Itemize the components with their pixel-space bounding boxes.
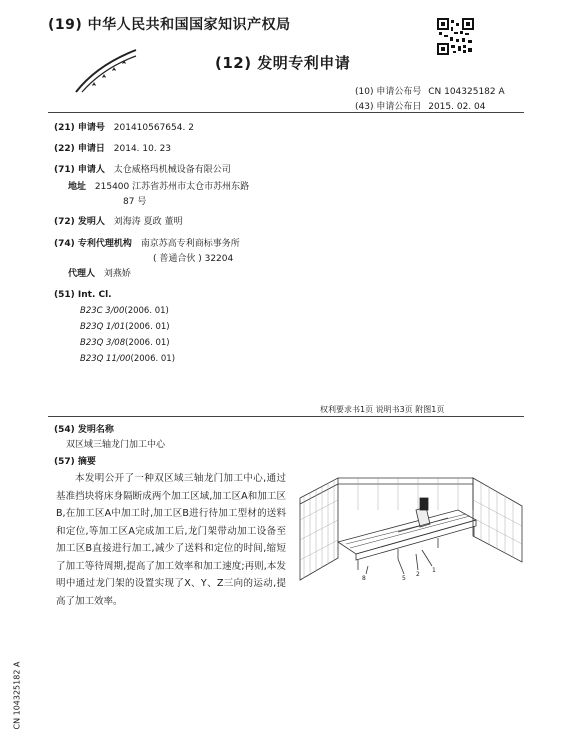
applicant-label: (71) 申请人 bbox=[54, 165, 105, 175]
drawing-label: 8 bbox=[362, 575, 366, 582]
divider bbox=[48, 416, 524, 417]
address-row bbox=[68, 179, 249, 192]
ipc-entry bbox=[80, 338, 170, 348]
applicant-value: 太仓威格玛机械设备有限公司 bbox=[113, 165, 231, 175]
inventor-row bbox=[54, 214, 183, 227]
agent-value: 刘燕娇 bbox=[103, 269, 131, 279]
pub-no-label: (10) 申请公布号 bbox=[355, 87, 422, 97]
address-line-1: 215400 江苏省苏州市太仓市苏州东路 bbox=[94, 182, 250, 192]
agency-label: (74) 专利代理机构 bbox=[54, 239, 132, 249]
machine-drawing bbox=[298, 470, 524, 590]
application-number-row bbox=[54, 120, 194, 133]
drawing-label: 1 bbox=[432, 567, 436, 574]
ipc-code: B23C 3/00 bbox=[80, 306, 125, 316]
abstract-body: 本发明公开了一种双区域三轴龙门加工中心,通过基准挡块将床身隔断成两个加工区域,加工区A和加工区B,在加工区A中加工时,加工区B进行待加工型材的送料和定位,等加工区A完成加工后,龙门架带动加工设备至加工区B直接进行加工,减少了送料和定位的时间,缩短了加工等待周期,提高了加工效率和加工速度;再则,本发明中通过龙门架的设置实现了X、Y、Z三向的运动,提高了加工效率。 bbox=[56, 473, 286, 607]
app-no-value: 201410567654. 2 bbox=[113, 123, 194, 133]
office-name: (19) 中华人民共和国国家知识产权局 bbox=[48, 17, 291, 33]
agency-row bbox=[54, 236, 240, 249]
invention-title: 双区域三轴龙门加工中心 bbox=[66, 440, 166, 450]
abstract-label bbox=[54, 454, 96, 467]
title-label-text: (54) 发明名称 bbox=[54, 425, 114, 435]
ipc-code: B23Q 11/00 bbox=[80, 354, 131, 364]
ipc-version: (2006. 01) bbox=[124, 306, 169, 316]
drawing-label: 5 bbox=[402, 575, 406, 582]
agent-row bbox=[68, 266, 131, 279]
app-date-value: 2014. 10. 23 bbox=[113, 144, 172, 154]
pub-date-value: 2015. 02. 04 bbox=[428, 102, 486, 112]
invention-title-label bbox=[54, 422, 114, 435]
applicant-row bbox=[54, 162, 231, 175]
cnipa-logo-icon bbox=[70, 46, 140, 96]
address-label: 地址 bbox=[68, 182, 87, 192]
ipc-entry bbox=[80, 354, 175, 364]
address-line-2: 87 号 bbox=[123, 197, 147, 207]
agent-label: 代理人 bbox=[68, 269, 96, 279]
ipc-code: B23Q 3/08 bbox=[80, 338, 126, 348]
inventor-value: 刘海涛 夏政 董明 bbox=[113, 217, 183, 227]
divider bbox=[48, 112, 524, 113]
ipc-version: (2006. 01) bbox=[130, 354, 176, 364]
ipc-version: (2006. 01) bbox=[125, 322, 170, 332]
publication-date bbox=[355, 99, 485, 112]
abstract-text bbox=[56, 470, 286, 610]
document-type: (12) 发明专利申请 bbox=[215, 54, 351, 72]
int-cl-label-text: (51) Int. Cl. bbox=[54, 290, 112, 300]
inventor-label: (72) 发明人 bbox=[54, 217, 105, 227]
app-date-label: (22) 申请日 bbox=[54, 144, 105, 154]
pub-no-value: CN 104325182 A bbox=[428, 87, 505, 97]
ipc-entry bbox=[80, 306, 169, 316]
page-count: 权利要求书1页 说明书3页 附图1页 bbox=[320, 405, 445, 414]
drawing-label: 2 bbox=[416, 571, 420, 578]
abstract-label-text: (57) 摘要 bbox=[54, 457, 96, 467]
side-publication-number: CN 104325182 A bbox=[12, 661, 22, 730]
agency-line-1: 南京苏高专利商标事务所 bbox=[140, 239, 240, 249]
qr-code-icon bbox=[437, 18, 474, 55]
ipc-code: B23Q 1/01 bbox=[80, 322, 126, 332]
ipc-entry bbox=[80, 322, 170, 332]
app-no-label: (21) 申请号 bbox=[54, 123, 105, 133]
publication-number bbox=[355, 84, 505, 97]
agency-line-2: ( 普通合伙 ) 32204 bbox=[153, 254, 234, 264]
int-cl-label bbox=[54, 290, 112, 300]
ipc-version: (2006. 01) bbox=[125, 338, 170, 348]
application-date-row bbox=[54, 141, 171, 154]
pub-date-label: (43) 申请公布日 bbox=[355, 102, 422, 112]
